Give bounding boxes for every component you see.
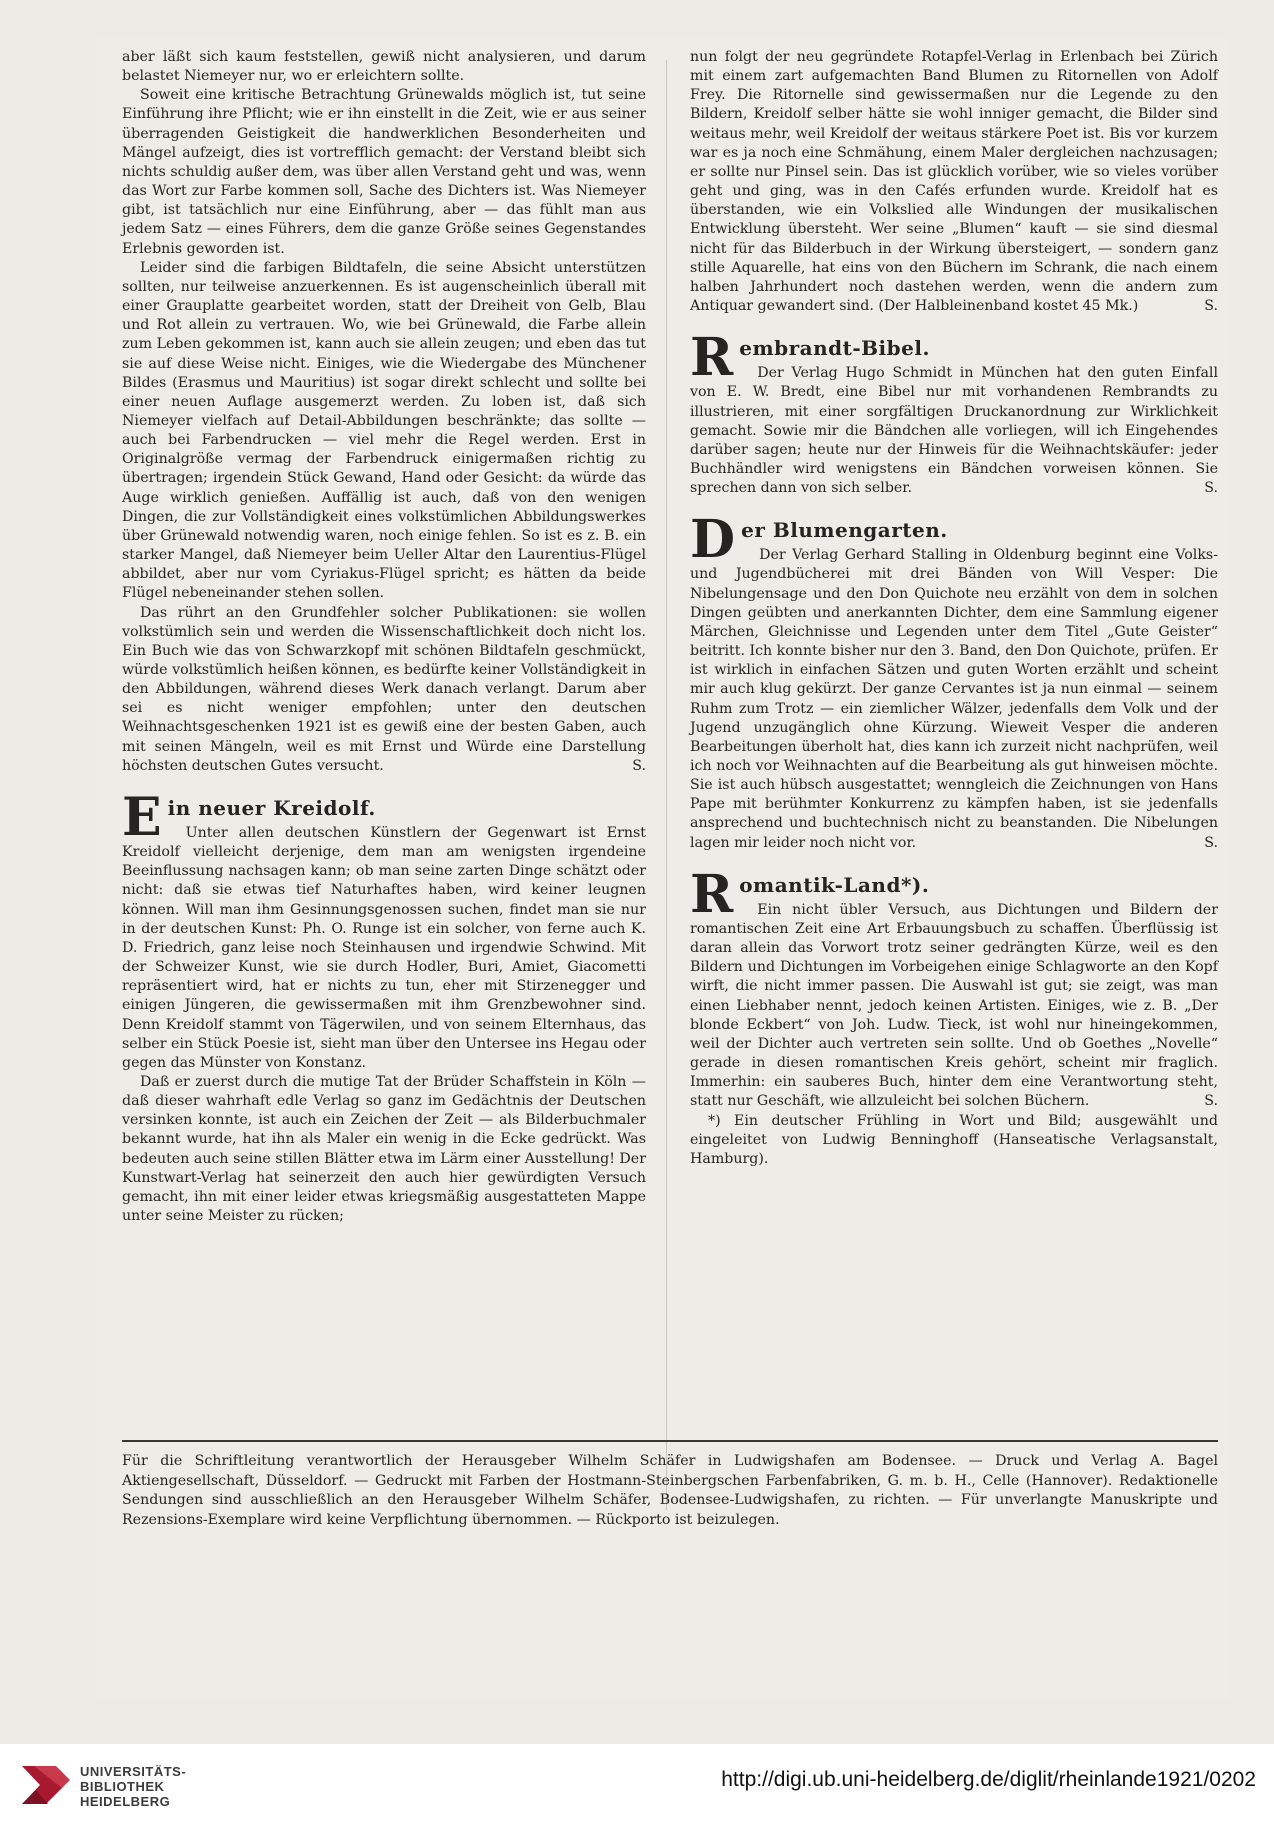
source-url-link[interactable]: http://digi.ub.uni-heidelberg.de/diglit/rheinlande1921/0202 [721, 1768, 1256, 1791]
signature: S. [1204, 1093, 1218, 1110]
paragraph [690, 901, 1218, 1112]
section-rembrandt [690, 327, 1218, 498]
section-kreidolf [122, 786, 646, 1226]
paragraph-text: Das rührt an den Grundfehler solcher Publikationen: sie wollen volkstümlich sein und werden die Wissenschaftlichkeit doch nicht los. Ein Buch wie das von Schwarzkopf mit schönen Bildtafeln geschmückt, würde volkstümlich heißen können, es bedürfte keiner Vollständigkeit in den Abbildungen, während dieses Werk danach verlangt. Darum aber sei es nicht weniger empfohlen; unter den deutschen Weihnachtsgeschenken 1921 ist es gewiß eine der besten Gaben, auch mit seinen Mängeln, weil es mit Ernst und Würde eine Darstellung höchsten deutschen Gutes versucht. [122, 604, 646, 774]
logo-line: HEIDELBERG [80, 1794, 171, 1809]
footnote: *) Ein deutscher Frühling in Wort und Bild; ausgewählt und eingeleitet von Ludwig Benninghoff (Hanseatische Verlagsanstalt, Hamburg). [690, 1112, 1218, 1167]
paragraph [690, 546, 1218, 853]
signature: S. [1204, 298, 1218, 315]
signature: S. [1204, 834, 1218, 851]
impressum-rule [122, 1440, 1218, 1442]
logo-line: BIBLIOTHEK [80, 1779, 165, 1794]
signature: S. [1204, 480, 1218, 497]
left-column [122, 48, 646, 1226]
section-blumengarten [690, 509, 1218, 853]
paragraph: Daß er zuerst durch die mutige Tat der Brüder Schaffstein in Köln — daß dieser wahrhaft edle Verlag so ganz im Gedächtnis der Deutschen versinken konnte, ist auch ein Zeichen der Zeit — als Bilderbuchmaler bekannt wurde, hat ihn als Maler ein wenig in die Ecke gedrückt. Was bedeuten auch seine stillen Blätter etwa im Lärm einer Ausstellung! Der Kunstwart-Verlag hat seinerzeit den auch hier gewürdigten Versuch gemacht, ihn mit einer leider etwas kriegsmäßig ausgestatteten Mappe unter seine Meister zu rücken; [122, 1073, 646, 1225]
logo-line: UNIVERSITÄTS- [80, 1764, 187, 1779]
signature: S. [632, 757, 646, 774]
drop-cap: R [690, 863, 734, 925]
section-romantik [690, 863, 1218, 1169]
section-heading: omantik-Land*). [739, 872, 930, 897]
drop-cap: R [690, 327, 734, 389]
heidelberg-logo-icon [16, 1758, 72, 1812]
paragraph-text: Der Verlag Hugo Schmidt in München hat den guten Einfall von E. W. Bredt, eine Bibel nur mit vorhandenen Rembrandts zu illustrieren, mit einer sorgfältigen Druckanordnung zur Wirklichkeit gemacht. Sowie mir die Bändchen alle vorliegen, will ich Eingehendes darüber sagen; heute nur der Hinweis für die Weihnachtskäufer: jeder Buchhändler wird wenigstens ein Bändchen vorweisen können. Sie sprechen dann von sich selber. [690, 365, 1218, 497]
paragraph: Soweit eine kritische Betrachtung Grünewalds möglich ist, tut seine Einführung ihre Pflicht; wie er ihn einstellt in die Zeit, wie er aus seiner überragenden Geistigkeit die handwerklichen Besonderheiten und Mängel aufzeigt, dies ist vortrefflich gemacht: der Verstand bleibt sich nichts schuldig außer dem, was über allen Verstand geht und was, wenn das Wort zur Farbe kommen soll, Sache des Dichters ist. Was Niemeyer gibt, ist tatsächlich nur eine Einführung, aber — das fühlt man aus jedem Satz — eines Führers, dem die ganze Größe seines Gegenstandes Erlebnis geworden ist. [122, 87, 646, 257]
drop-cap: E [122, 786, 162, 848]
paragraph: aber läßt sich kaum feststellen, gewiß nicht analysieren, und darum belastet Niemeyer nur, wo er erleichtern sollte. [122, 49, 646, 85]
paragraph: Unter allen deutschen Künstlern der Gegenwart ist Ernst Kreidolf vielleicht derjenige, dem man am wenigsten irgendeine Beeinflussung nachsagen kann; ob man seine zarten Dinge schätzt oder nicht: daß sie etwas tief Naturhaftes haben, wird keiner leugnen können. Will man ihm Gesinnungsgenossen suchen, findet man sie nur in der deutschen Kunst: Ph. O. Runge ist ein solcher, von ferne auch K. D. Friedrich, ganz leise noch Steinhausen und irgendwie Schwind. Mit der Schweizer Kunst, wie sie durch Hodler, Buri, Amiet, Giacometti repräsentiert wird, hat er nichts zu tun, eher mit Stirzenegger und einigen Jüngeren, die gewissermaßen mit ihm Grenzbewohner sind. Denn Kreidolf stammt von Tägerwilen, und von seinem Elternhaus, das selber ein Stück Poesie ist, sieht man über den Untersee ins Hegau oder gegen das Münster von Konstanz. [122, 824, 646, 1071]
paragraph [690, 48, 1218, 316]
section-heading: in neuer Kreidolf. [167, 795, 376, 820]
impressum: Für die Schriftleitung verantwortlich der Herausgeber Wilhelm Schäfer in Ludwigshafen am Bodensee. — Druck und Verlag A. Bagel Aktiengesellschaft, Düsseldorf. — Gedruckt mit Farben der Hostmann-Steinbergschen Farbenfabriken, G. m. b. H., Celle (Hannover). Redaktionelle Sendungen sind ausschließlich an den Herausgeber Wilhelm Schäfer, Bodensee-Ludwigshafen, zu richten. — Für unverlangte Manuskripte und Rezensions-Exemplare wird keine Verpflichtung übernommen. — Rückporto ist beizulegen. [122, 1453, 1218, 1528]
section-heading: er Blumengarten. [741, 518, 948, 543]
paragraph-text: Der Verlag Gerhard Stalling in Oldenburg beginnt eine Volks- und Jugendbücherei mit drei Bänden von Will Vesper: Die Nibelungensage und den Don Quichote neu erzählt von dem in solchen Dingen geübten und anerkannten Dichter, dem eine Sammlung eigener Märchen, Gleichnisse und Legenden unter dem Titel „Gute Geister“ beitritt. Ich konnte bisher nur den 3. Band, den Don Quichote, prüfen. Er ist wirklich in einfachen Sätzen und guten Worten erzählt und scheint mir auch klug gekürzt. Der ganze Cervantes ist ja nun einmal — seinem Ruhm zum Trotz — ein ziemlicher Wälzer, jedenfalls dem Volk und der Jugend unzugänglich ohne Kürzung. Wieweit Vesper die anderen Bearbeitungen überholt hat, dies kann ich zurzeit nicht nachprüfen, weil ich noch vor Weihnachten auf die Bearbeitung als gut hinweisen möchte. Sie ist auch hübsch ausgestattet; wenngleich die Zeichnungen von Hans Pape mit berühmter Konkurrenz zu kämpfen haben, ist sie jedenfalls ansprechend und buchtechnisch nicht zu beanstanden. Die Nibelungen lagen mir leider noch nicht vor. [690, 547, 1218, 851]
paragraph-text: Ein nicht übler Versuch, aus Dichtungen und Bildern der romantischen Zeit eine Art Erbauungsbuch zu schaffen. Überflüssig ist daran allein das Vorwort trotz seiner gedrängten Kürze, weil es den Bildern und Dichtungen im Vorbeigehen einige Schlagworte an den Kopf wirft, die nicht immer passen. Die Auswahl ist gut; sie zeigt, was man einen Liebhaber nennt, jedoch keinen Artisten. Einiges, wie z. B. „Der blonde Eckbert“ von Joh. Ludw. Tieck, ist wohl nur hineingekommen, weil der Dichter auch vertreten sein sollte. Und ob Goethes „Novelle“ gerade in diesen romantischen Kreis gehört, scheint mir fraglich. Immerhin: ein sauberes Buch, hinter dem eine Verantwortung steht, statt nur Geschäft, wie allzuleicht bei solchen Büchern. [690, 901, 1218, 1110]
library-logo[interactable] [16, 1758, 316, 1812]
footer-bar [0, 1744, 1274, 1826]
drop-cap: D [690, 509, 736, 571]
logo-text [80, 1764, 186, 1809]
paragraph-text: nun folgt der neu gegründete Rotapfel-Verlag in Erlenbach bei Zürich mit einem zart aufgemachten Band Blumen zu Ritornellen von Adolf Frey. Die Ritornelle sind gewissermaßen nur die Legende zu den Bildern, Kreidolf selber hätte sie wohl inniger gemacht, die Bilder sind weitaus mehr, weil Kreidolf der weitaus stärkere Poet ist. Bis vor kurzem war es ja noch eine Schmähung, einem Maler dergleichen nachzusagen; er sollte nur Pinsel sein. Das ist glücklich vorüber, wie so vieles vorüber geht und ging, was in den Cafés erfunden wurde. Kreidolf hat es überstanden, wie ein Volkslied alle Windungen der musikalischen Entwicklung übersteht. Wer seine „Blumen“ kauft — sie sind diesmal nicht für das Bilderbuch in der Wirkung übersteigert, — sondern ganz stille Aquarelle, hat eins von den Büchern im Schrank, die nach einem halben Jahrhundert noch dastehen werden, wenn die andern zum Antiquar gewandert sind. (Der Halbleinenband kostet 45 Mk.) [690, 49, 1218, 315]
paragraph: Leider sind die farbigen Bildtafeln, die seine Absicht unterstützen sollten, nur teilweise anzuerkennen. Es ist augenscheinlich überall mit einer Grauplatte gearbeitet worden, statt der Dreiheit von Gelb, Blau und Rot allein zu vertrauen. Wo, wie bei Grünewald, die Farbe allein zum Leben gekommen ist, kann auch sie allein zeugen; und eben das tut sie auf diese Weise nicht. Einiges, wie die Wiedergabe des Münchener Bildes (Erasmus und Mauritius) ist sogar direkt schlecht und sollte bei einer neuen Auflage ausgemerzt werden. Zu loben ist, daß sich Niemeyer vielfach auf Detail-Abbildungen beschränkte; das sollte — auch bei Farbendrucken — viel mehr die Regel werden. Erst in Originalgröße vermag der Farbendruck einigermaßen richtig zu übertragen; irgendein Stück Gewand, Hand oder Gesicht: da würde das Auge wirklich genießen. Auffällig ist auch, daß von den wenigen Dingen, die zur Vollständigkeit eines volkstümlichen Abbildungswerkes über Grünewald notwendig waren, noch einige fehlen. So ist es z. B. ein starker Mangel, daß Niemeyer beim Ueller Altar den Laurentius-Flügel abbildet, aber nur vom Cyriakus-Flügel spricht; es hätten da beide Flügel nebeneinander stehen sollen. [122, 259, 646, 602]
section-heading: embrandt-Bibel. [739, 336, 930, 361]
right-column [690, 48, 1218, 1169]
column-divider [666, 60, 667, 1510]
paragraph [690, 364, 1218, 498]
paragraph [122, 604, 646, 776]
